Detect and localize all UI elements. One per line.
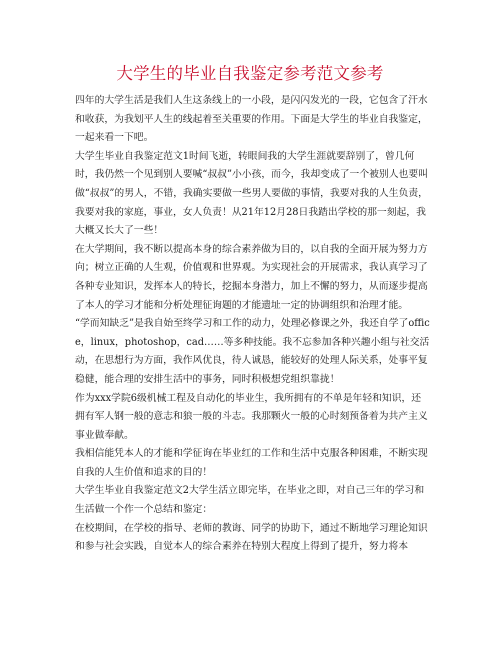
- paragraph-intro: 四年的大学生活是我们人生这条线上的一小段，是闪闪发光的一段，它包含了汗水和收获，为我划平人生的线起着至关重要的作用。下面是大学生的毕业自我鉴定，一起来看一下吧。: [75, 95, 428, 144]
- paragraph-self-study: “学而知缺乏”是我自始至终学习和工作的动力，处理必修课之外，我还自学了office，linux，photoshop，cad……等多种技能。我不忘参加各种兴趣小组与社交活动，在思想行为方面，我作风优良，待人诚恳，能较好的处理人际关系，处事平复稳健，能合理的安排生活中的事务，同时积极想党组织靠拢！: [75, 318, 430, 385]
- document-body: [75, 92, 430, 557]
- paragraph-university-period: 在大学期间，我不断以提高本身的综合素养做为目的，以自我的全面开展为努力方向；树立正确的人生观，价值观和世界观。为实现社会的开展需求，我认真学习了各种专业知识，发挥本人的特长，挖掘本身潜力，加上不懈的努力，从而逐步提高了本人的学习才能和分析处理征询题的才能遗址一定的协调组织和治理才能。: [75, 243, 428, 311]
- paragraph-sample-1-opening: 大学生毕业自我鉴定范文1时间飞逝，转眼间我的大学生涯就要辞别了，曾几何时，我仍然一个见到别人要喊“叔叔”小小孩，而今，我却变成了一个被别人也要叫做“叔叔”的男人，不错，我确实要做一些男人要做的事情，我要对我的人生负责，我要对我的家庭，事业，女人负责！从21年12月28日我踏出学校的那一刻起，我大概又长大了一些！: [75, 150, 428, 237]
- document-title: 大学生的毕业自我鉴定参考范文参考: [116, 64, 384, 83]
- paragraph-sample-2-opening: 大学生毕业自我鉴定范文2大学生活立即完毕，在毕业之即，对自己三年的学习和生活做一个作一个总结和鉴定：: [75, 485, 425, 516]
- paragraph-confidence: 我相信能凭本人的才能和学征询在毕业红的工作和生活中克服各种困难，不断实现自我的人生价值和追求的目的！: [75, 448, 428, 478]
- paragraph-graduate-identity: 作为xxx学院6级机械工程及自动化的毕业生，我所拥有的不单是年轻和知识，还拥有军人钢一般的意志和狼一般的斗志。我那颗火一般的心时刻预备着为共产主义事业做奉献。: [75, 392, 428, 441]
- paragraph-school-period: 在校期间，在学校的指导、老师的教诲、同学的协助下，通过不断地学习理论知识和参与社会实践，自觉本人的综合素养在特别大程度上得到了提升，努力将本: [75, 522, 428, 553]
